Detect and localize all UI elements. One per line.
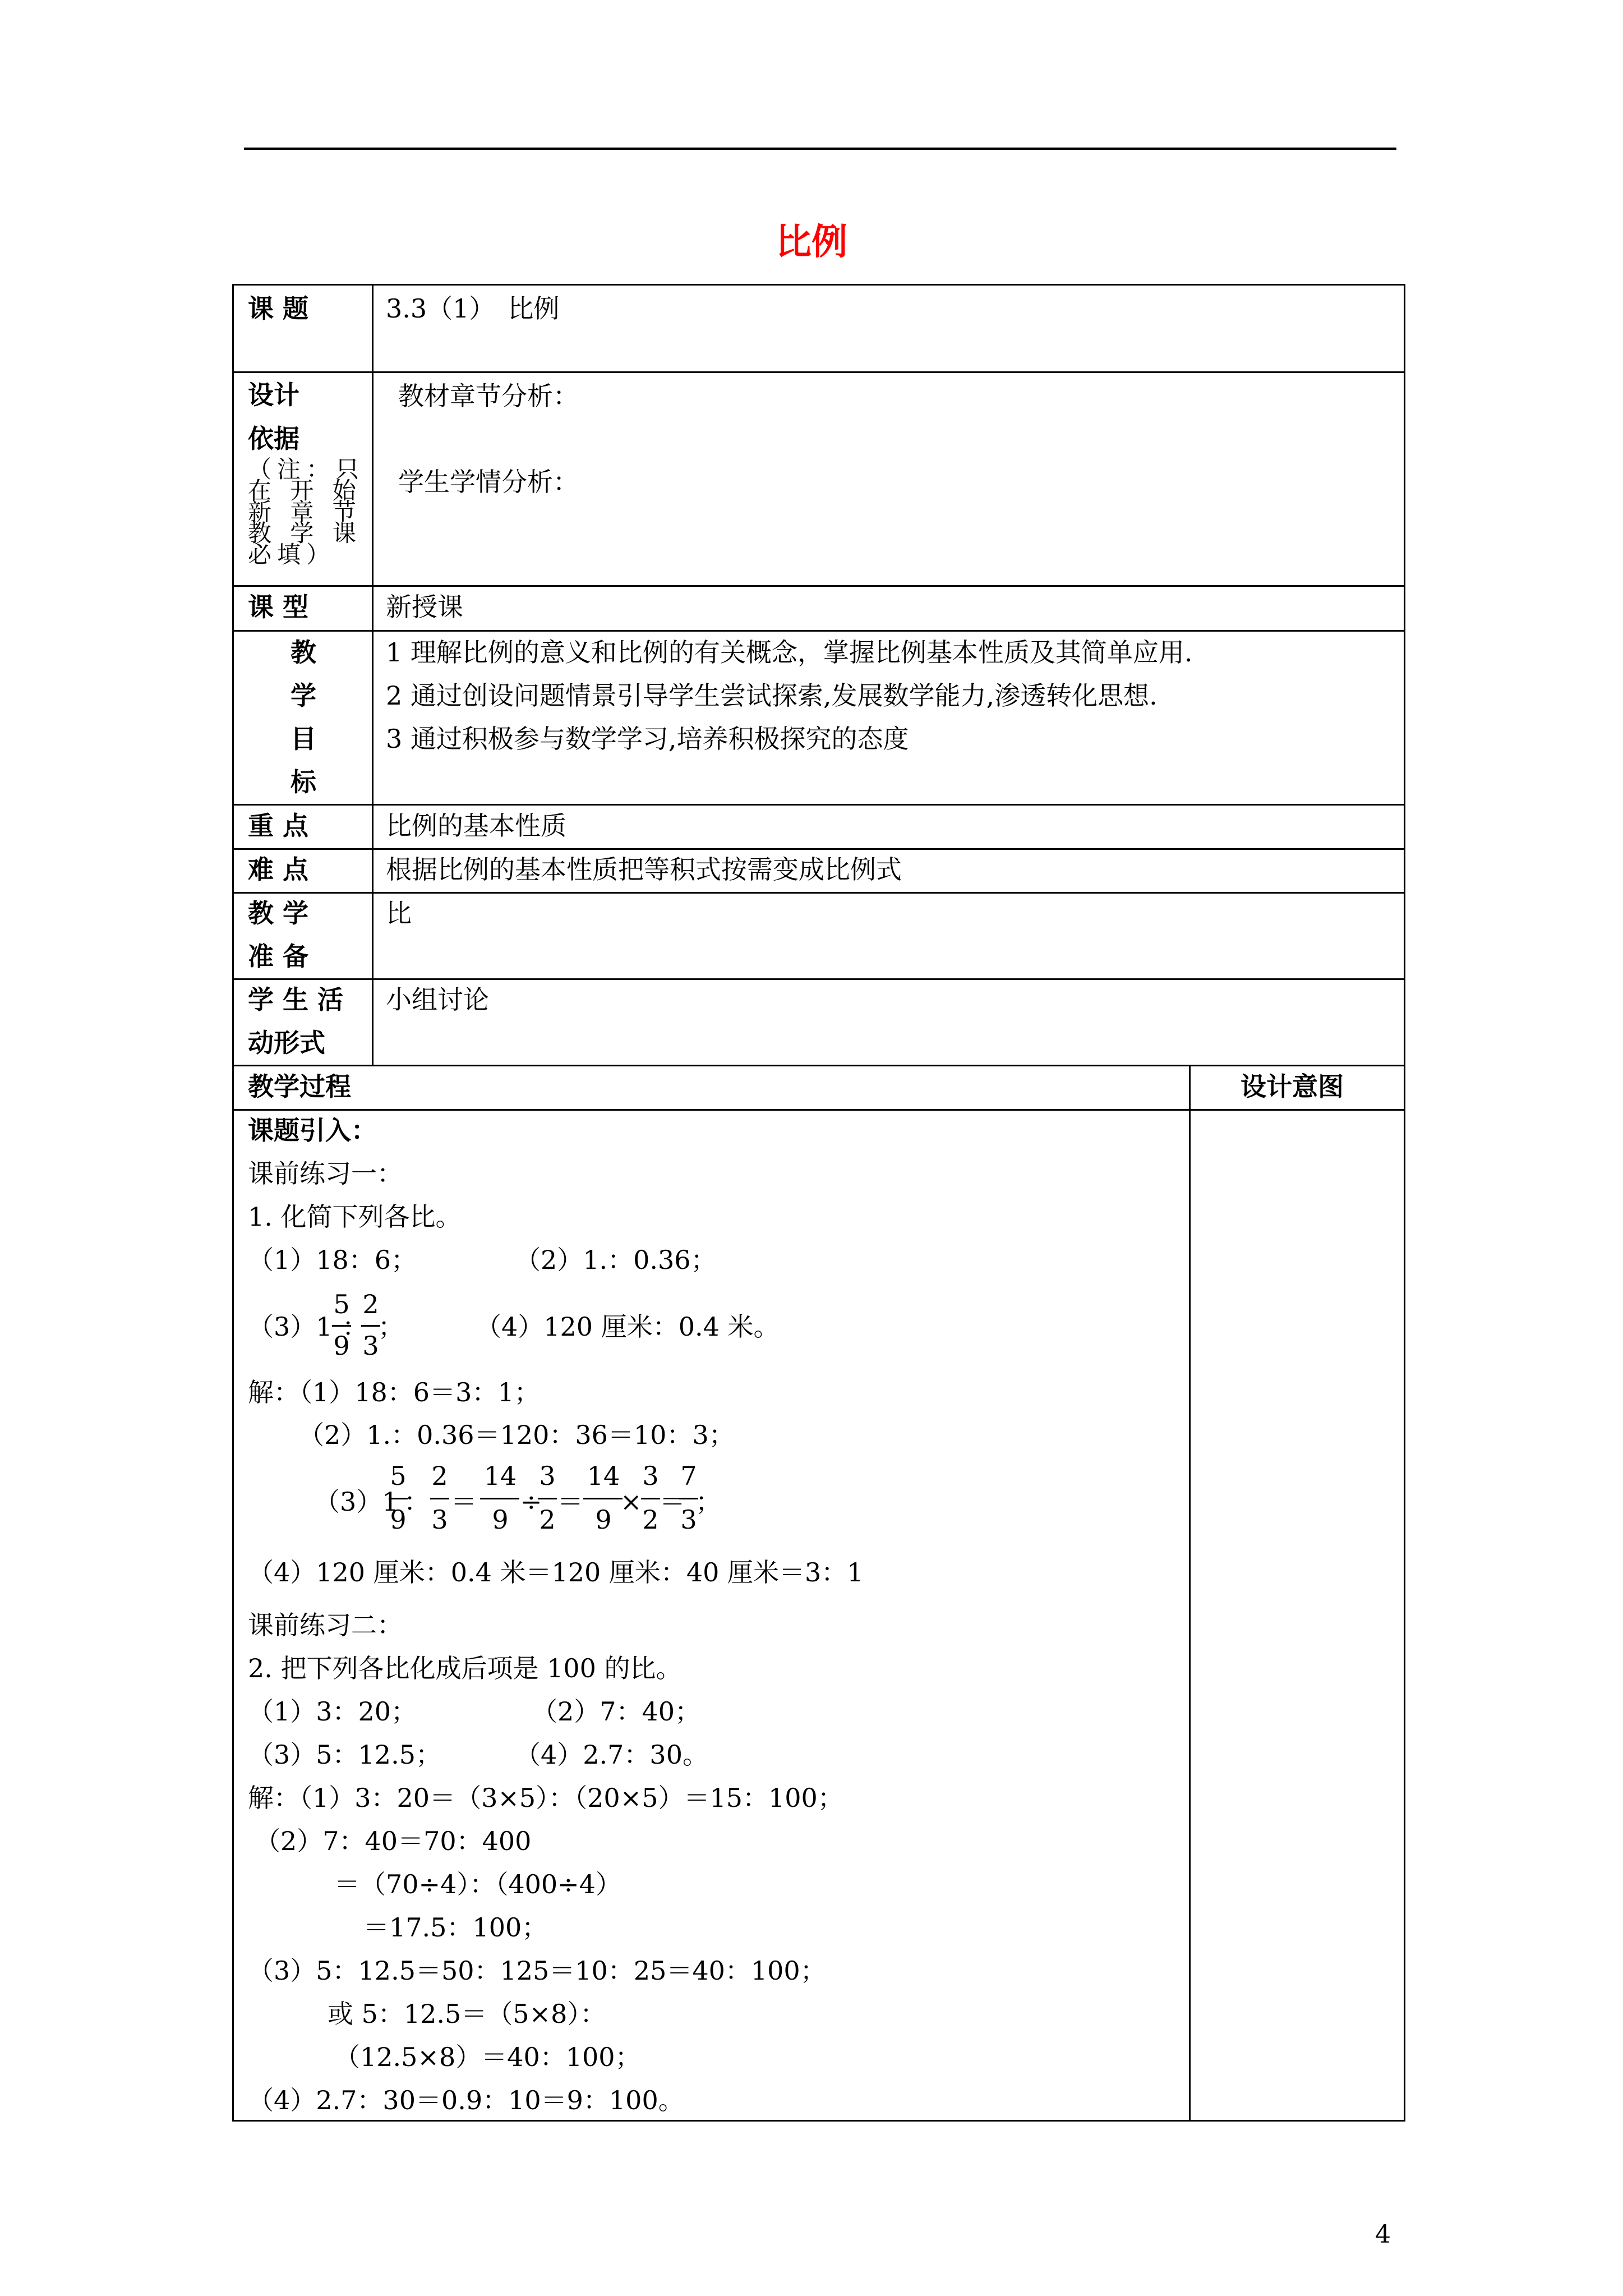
row-divider	[234, 892, 1404, 894]
solution1-line: （3）1	[314, 1487, 399, 1517]
exercise1-question: 1. 化简下列各比。	[248, 1202, 462, 1232]
solution2-line: （3）5：12.5＝50：125＝10：25＝40：100；	[248, 1955, 826, 1986]
fraction-numerator: 5	[390, 1461, 407, 1491]
process-header: 教学过程	[248, 1071, 351, 1102]
solution2-line: ＝（70÷4）：（400÷4）	[334, 1869, 621, 1899]
fraction-bar	[361, 1325, 380, 1327]
topic-label: 课 题	[248, 293, 309, 324]
design-basis-label: 设计	[248, 380, 299, 410]
equals-sign: ＝	[660, 1487, 685, 1517]
fraction-denominator: 3	[680, 1504, 697, 1535]
row-divider	[234, 1065, 1404, 1066]
fraction-numerator: 3	[642, 1461, 659, 1491]
fraction-denominator: 2	[642, 1504, 659, 1535]
row-divider	[234, 978, 1404, 980]
solution1-line: （4）120 厘米：0.4 米＝120 厘米：40 厘米＝3：1	[248, 1557, 864, 1588]
preparation-label: 准 备	[248, 941, 309, 972]
equals-sign: ＝	[557, 1487, 583, 1517]
design-basis-label: 依据	[248, 424, 299, 454]
page-number: 4	[1375, 2220, 1391, 2249]
label-column-divider	[372, 286, 374, 1065]
exercise1-item: （1）18：6；	[248, 1245, 417, 1275]
fraction-denominator: 2	[539, 1504, 556, 1535]
objectives-label-char: 学	[291, 680, 316, 711]
activity-label: 动形式	[248, 1028, 325, 1058]
page-title: 比例	[776, 222, 847, 263]
fraction-denominator: 9	[492, 1504, 509, 1535]
intent-column-divider	[1189, 1065, 1191, 2122]
equals-sign: ＝	[451, 1487, 477, 1517]
intent-header: 设计意图	[1241, 1071, 1344, 1102]
objective-item: 3 通过积极参与数学学习,培养积极探究的态度	[386, 724, 909, 754]
row-divider	[234, 585, 1404, 587]
preparation-label: 教 学	[248, 898, 309, 928]
note-line: （注：只	[248, 455, 365, 483]
note-line: 必填）	[248, 541, 336, 568]
topic-value: 3.3（1） 比例	[386, 293, 560, 324]
header-rule	[244, 148, 1396, 150]
punctuation: ；	[695, 1487, 721, 1517]
textbook-analysis: 教材章节分析：	[398, 381, 579, 411]
key-point-value: 比例的基本性质	[386, 811, 566, 841]
exercise1-item: （4）120 厘米：0.4 米。	[476, 1312, 780, 1342]
activity-label: 学 生 活	[248, 984, 344, 1015]
fraction-bar	[480, 1498, 519, 1499]
fraction-numerator: 7	[680, 1461, 697, 1491]
fraction-denominator: 9	[390, 1504, 407, 1535]
activity-value: 小组讨论	[386, 984, 489, 1015]
design-basis-note	[248, 455, 365, 568]
exercise1-item: （2）1.：0.36；	[515, 1245, 717, 1275]
solution2-line: （12.5×8）＝40：100；	[334, 2042, 641, 2072]
exercise1-title: 课前练习一：	[248, 1158, 403, 1189]
fraction-numerator: 3	[539, 1461, 556, 1491]
fraction-bar	[538, 1498, 557, 1499]
key-point-label: 重 点	[248, 811, 309, 841]
lesson-type-value: 新授课	[386, 592, 463, 622]
fraction-denominator: 3	[431, 1504, 448, 1535]
objectives-label-char: 标	[291, 767, 316, 797]
fraction-bar	[583, 1498, 623, 1499]
exercise1-item: （3）1	[248, 1312, 333, 1342]
solution2-line: （2）7：40＝70：400	[255, 1826, 532, 1856]
difficulty-label: 难 点	[248, 854, 309, 885]
exercise2-item: （1）3：20；	[248, 1696, 417, 1727]
intro-heading: 课题引入：	[248, 1115, 377, 1145]
exercise2-item: （4）2.7：30。	[515, 1740, 708, 1770]
note-line: 在 开 始	[248, 477, 362, 504]
row-divider	[234, 1109, 1404, 1111]
objectives-label-char: 教	[291, 637, 316, 668]
row-divider	[234, 848, 1404, 850]
ratio-colon: ：	[342, 1312, 368, 1342]
fraction-bar	[430, 1498, 449, 1499]
solution2-line: ＝17.5：100；	[363, 1912, 548, 1943]
note-line: 新 章 节	[248, 498, 362, 526]
row-divider	[234, 371, 1404, 373]
fraction-denominator: 3	[362, 1331, 379, 1361]
solution2-line: （4）2.7：30＝0.9：10＝9：100。	[248, 2085, 684, 2115]
multiply-sign: ×	[620, 1487, 642, 1517]
exercise2-title: 课前练习二：	[248, 1610, 403, 1640]
lesson-type-label: 课 型	[248, 592, 309, 622]
row-divider	[234, 804, 1404, 806]
exercise2-question: 2. 把下列各比化成后项是 100 的比。	[248, 1653, 682, 1683]
fraction-denominator: 9	[333, 1331, 350, 1361]
fraction-denominator: 9	[595, 1504, 612, 1535]
objective-item: 2 通过创设问题情景引导学生尝试探索,发展数学能力,渗透转化思想.	[386, 680, 1158, 711]
solution2-line: 解：（1）3：20＝（3×5）：（20×5）＝15：100；	[248, 1783, 843, 1813]
note-line: 教 学 课	[248, 519, 362, 547]
solution1-line: （2）1.：0.36＝120：36＝10：3；	[298, 1420, 735, 1450]
punctuation: ；	[378, 1312, 404, 1342]
exercise2-item: （3）5：12.5；	[248, 1740, 441, 1770]
divide-sign: ÷	[520, 1487, 542, 1517]
objectives-label-char: 目	[291, 724, 316, 754]
fraction-bar	[641, 1498, 660, 1499]
row-divider	[234, 630, 1404, 632]
objective-item: 1 理解比例的意义和比例的有关概念，掌握比例基本性质及其简单应用.	[386, 637, 1193, 668]
fraction-numerator: 14	[587, 1461, 620, 1491]
preparation-value: 比	[386, 898, 412, 928]
student-analysis: 学生学情分析：	[398, 467, 579, 497]
ratio-colon: ：	[404, 1487, 430, 1517]
exercise2-item: （2）7：40；	[532, 1696, 701, 1727]
solution2-line: 或 5：12.5＝（5×8）：	[328, 1999, 606, 2029]
difficulty-value: 根据比例的基本性质把等积式按需变成比例式	[386, 854, 902, 885]
solution1-line: 解：（1）18：6＝3：1；	[248, 1377, 540, 1407]
fraction-numerator: 2	[431, 1461, 448, 1491]
fraction-numerator: 5	[333, 1289, 350, 1319]
fraction-numerator: 2	[362, 1289, 379, 1319]
fraction-numerator: 14	[483, 1461, 517, 1491]
